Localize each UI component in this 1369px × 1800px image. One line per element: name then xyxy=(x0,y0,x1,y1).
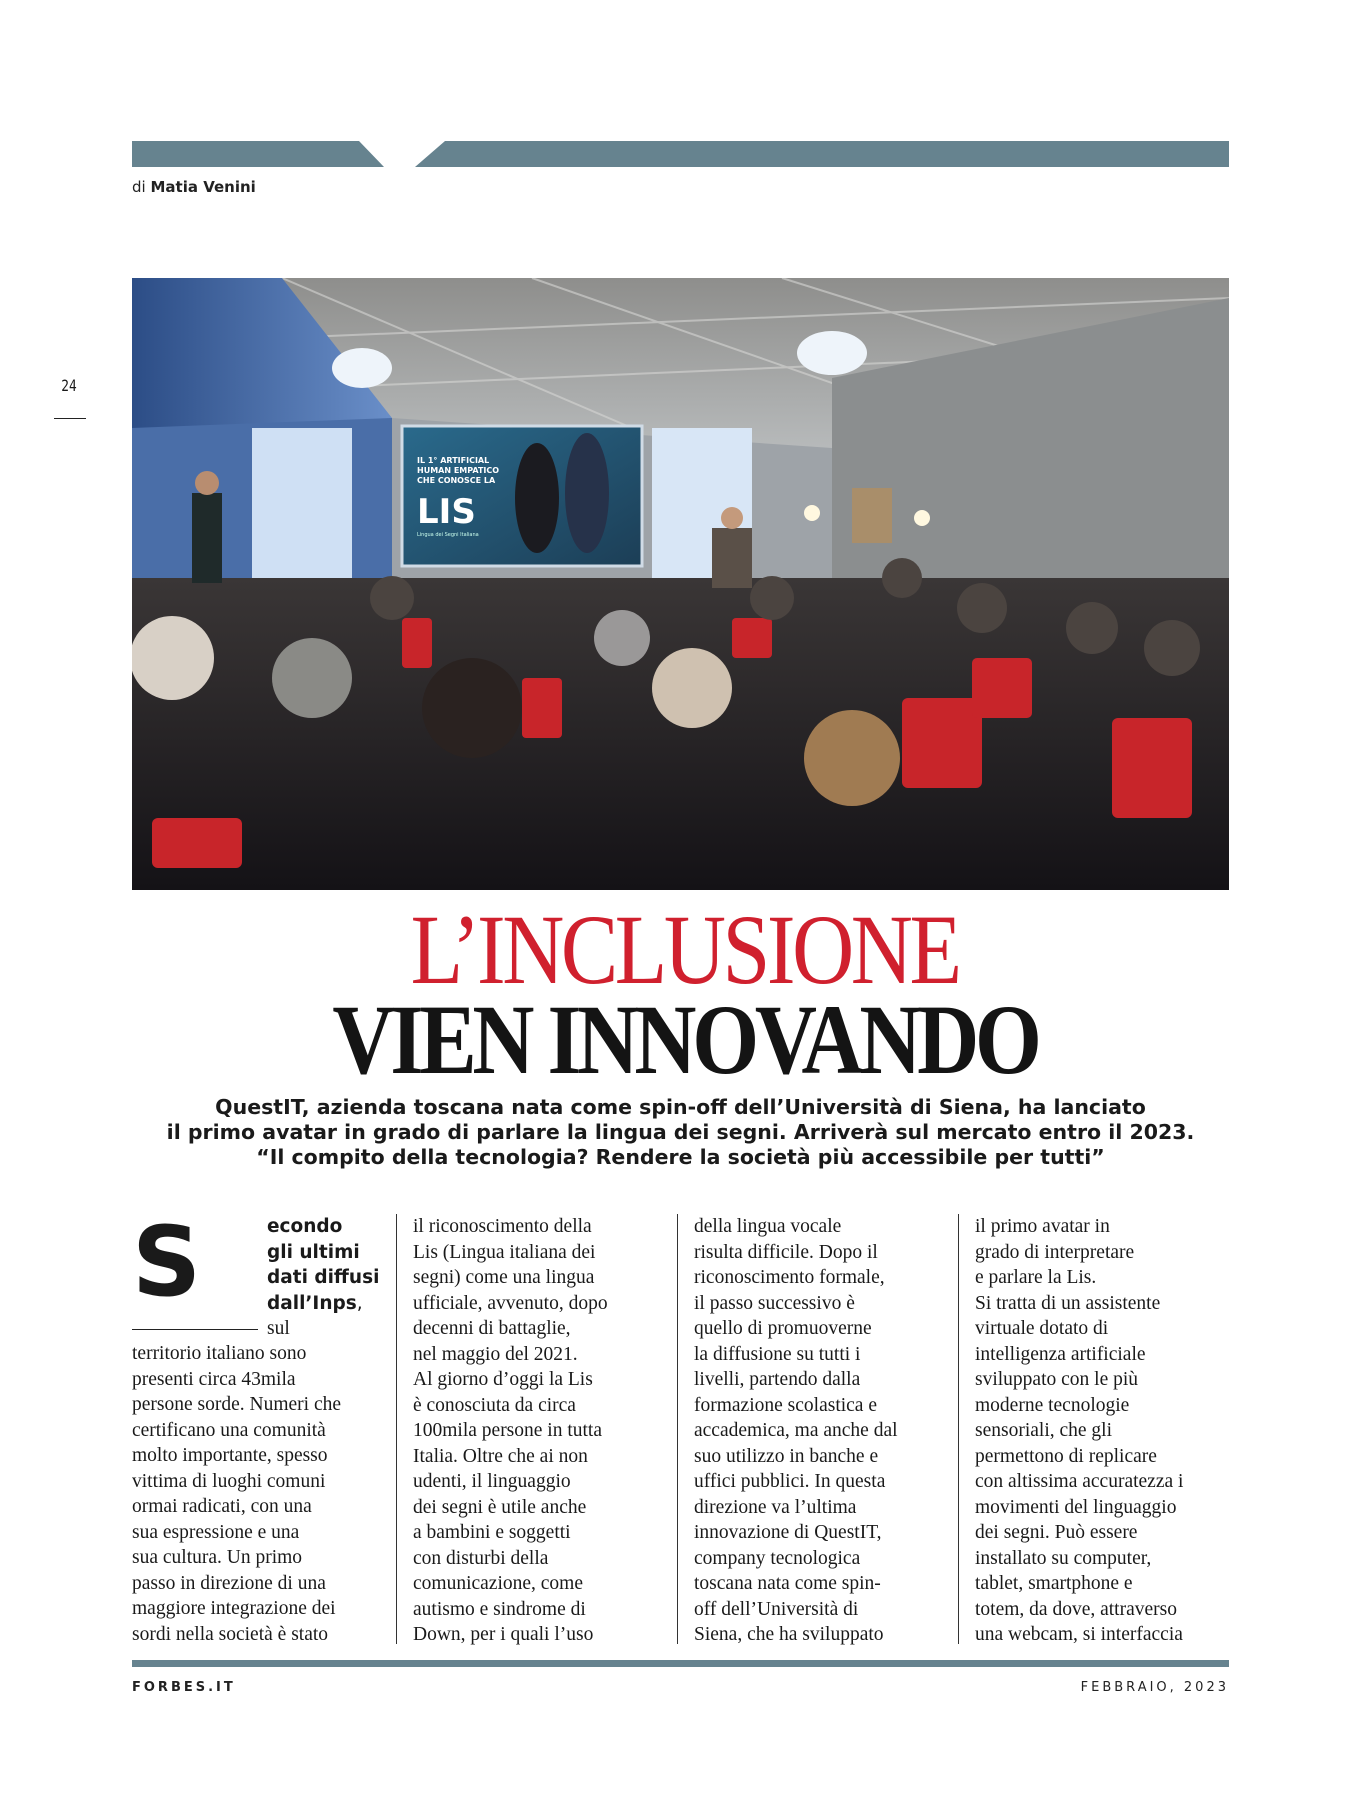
body-text-line: Si tratta di un assistente xyxy=(975,1292,1161,1314)
body-text-line: riconoscimento formale, xyxy=(694,1267,885,1288)
body-text-line: ufficiale, avvenuto, dopo xyxy=(413,1292,608,1314)
body-text-line: movimenti del linguaggio xyxy=(975,1496,1177,1518)
body-text-line: totem, da dove, attraverso xyxy=(975,1598,1177,1620)
body-text-line: segni) come una lingua xyxy=(413,1267,595,1288)
body-text-line: con altissima accuratezza i xyxy=(975,1471,1184,1492)
drop-cap: S xyxy=(132,1206,202,1318)
body-text-line: 100mila persone in tutta xyxy=(413,1420,603,1441)
body-text-line: off dell’Università di xyxy=(694,1598,859,1620)
header-decorative-bar xyxy=(132,141,1229,167)
screen-line-3: CHE CONOSCE LA xyxy=(417,476,496,485)
body-column-2 xyxy=(413,1214,663,1648)
column-rule xyxy=(677,1214,678,1644)
footer-bar xyxy=(132,1660,1229,1667)
body-text-line: vittima di luoghi comuni xyxy=(132,1470,326,1492)
body-text-line: sua espressione e una xyxy=(132,1521,300,1543)
conference-photo xyxy=(132,278,1229,890)
standfirst-line: “Il compito della tecnologia? Rendere la società più accessibile per tutti” xyxy=(256,1145,1105,1169)
body-column-4 xyxy=(975,1214,1225,1648)
body-text-line: virtuale dotato di xyxy=(975,1318,1109,1339)
body-text-line: Italia. Oltre che ai non xyxy=(413,1445,588,1467)
body-text-line: quello di promuoverne xyxy=(694,1318,872,1339)
body-text-line: a bambini e soggetti xyxy=(413,1522,571,1543)
body-text-line: toscana nata come spin- xyxy=(694,1573,881,1594)
column-rule xyxy=(396,1214,397,1644)
body-text-line: sordi nella società è stato xyxy=(132,1623,329,1645)
body-text-line: innovazione di QuestIT, xyxy=(694,1522,882,1543)
body-column-3 xyxy=(694,1214,944,1648)
body-text-line: maggiore integrazione dei xyxy=(132,1598,336,1619)
body-text-line: installato su computer, xyxy=(975,1547,1152,1569)
body-text-line: persone sorde. Numeri che xyxy=(132,1394,342,1415)
body-text-line: ormai radicati, con una xyxy=(132,1496,312,1517)
body-text-line: molto importante, spesso xyxy=(132,1445,328,1466)
body-text-line: dei segni. Può essere xyxy=(975,1522,1138,1543)
body-text-line: Siena, che ha sviluppato xyxy=(694,1624,884,1645)
body-text-line: suo utilizzo in banche e xyxy=(694,1445,879,1467)
body-text-line: sensoriali, che gli xyxy=(975,1420,1113,1441)
lead-in-rule xyxy=(132,1329,258,1330)
body-column-1 xyxy=(132,1341,382,1647)
lead-in: econdo gli ultimi dati diffusi dall’Inps, xyxy=(267,1216,380,1314)
body-text-line: il primo avatar in xyxy=(975,1216,1110,1237)
body-text-line: presenti circa 43mila xyxy=(132,1368,296,1390)
body-text-line: permettono di replicare xyxy=(975,1445,1157,1467)
standfirst-line: QuestIT, azienda toscana nata come spin-off dell’Università di Siena, ha lanciato xyxy=(215,1095,1146,1119)
body-text-line: risulta difficile. Dopo il xyxy=(694,1241,878,1263)
screen-line-1: IL 1° ARTIFICIAL xyxy=(417,456,490,465)
body-text-line: una webcam, si interfaccia xyxy=(975,1624,1183,1645)
body-text-line: intelligenza artificiale xyxy=(975,1343,1146,1365)
body-text-line: Al giorno d’oggi la Lis xyxy=(413,1369,593,1390)
page-number: 24 xyxy=(61,376,77,395)
body-text-line: il riconoscimento della xyxy=(413,1216,592,1237)
body-text-line: sviluppato con le più xyxy=(975,1369,1139,1390)
body-text-line: moderne tecnologie xyxy=(975,1394,1130,1416)
body-text-line: udenti, il linguaggio xyxy=(413,1471,571,1492)
screen-caption: Lingua dei Segni Italiana xyxy=(417,532,479,538)
body-text-line: della lingua vocale xyxy=(694,1216,842,1237)
column-rule xyxy=(958,1214,959,1644)
body-text-line: dei segni è utile anche xyxy=(413,1496,587,1518)
body-text-line: tablet, smartphone e xyxy=(975,1573,1133,1594)
author-name: Matia Venini xyxy=(150,178,256,196)
footer-date: FEBBRAIO, 2023 xyxy=(1080,1680,1229,1695)
body-text-line: passo in direzione di una xyxy=(132,1572,326,1594)
body-text-line: sua cultura. Un primo xyxy=(132,1547,303,1568)
body-text-line: il passo successivo è xyxy=(694,1292,855,1314)
body-text-line: con disturbi della xyxy=(413,1547,549,1569)
body-text-line: comunicazione, come xyxy=(413,1573,584,1594)
body-text-line: Down, per i quali l’uso xyxy=(413,1624,594,1645)
body-text-line: livelli, partendo dalla xyxy=(694,1369,861,1390)
headline-line-2: VIEN INNOVANDO xyxy=(331,984,1038,1095)
body-text-line: decenni di battaglie, xyxy=(413,1318,571,1339)
body-text-line: formazione scolastica e xyxy=(694,1394,877,1416)
page-number-rule xyxy=(54,418,86,419)
body-text-line: grado di interpretare xyxy=(975,1241,1135,1263)
body-text-line: la diffusione su tutti i xyxy=(694,1343,861,1365)
body-text-line: accademica, ma anche dal xyxy=(694,1420,898,1441)
body-text-line: territorio italiano sono xyxy=(132,1343,307,1364)
body-text-line: autismo e sindrome di xyxy=(413,1598,586,1620)
screen-line-2: HUMAN EMPATICO xyxy=(417,466,500,475)
body-text-line: sul xyxy=(267,1318,290,1339)
body-text-line: è conosciuta da circa xyxy=(413,1394,576,1416)
standfirst xyxy=(132,1095,1229,1170)
body-text-line: company tecnologica xyxy=(694,1547,861,1569)
screen-lis: LIS xyxy=(417,492,476,532)
standfirst-line: il primo avatar in grado di parlare la lingua dei segni. Arriverà sul mercato entro il 2023. xyxy=(166,1120,1195,1144)
headline-line-1: L’INCLUSIONE xyxy=(410,894,959,1005)
byline-prefix: di xyxy=(132,178,146,196)
body-text-line: direzione va l’ultima xyxy=(694,1496,857,1518)
body-text-line: e parlare la Lis. xyxy=(975,1267,1097,1288)
body-text-line: uffici pubblici. In questa xyxy=(694,1471,886,1492)
body-text-line: nel maggio del 2021. xyxy=(413,1343,578,1365)
body-text-line: Lis (Lingua italiana dei xyxy=(413,1241,596,1263)
footer-site: FORBES.IT xyxy=(132,1680,236,1695)
byline xyxy=(132,178,256,196)
body-text-line: certificano una comunità xyxy=(132,1419,326,1441)
